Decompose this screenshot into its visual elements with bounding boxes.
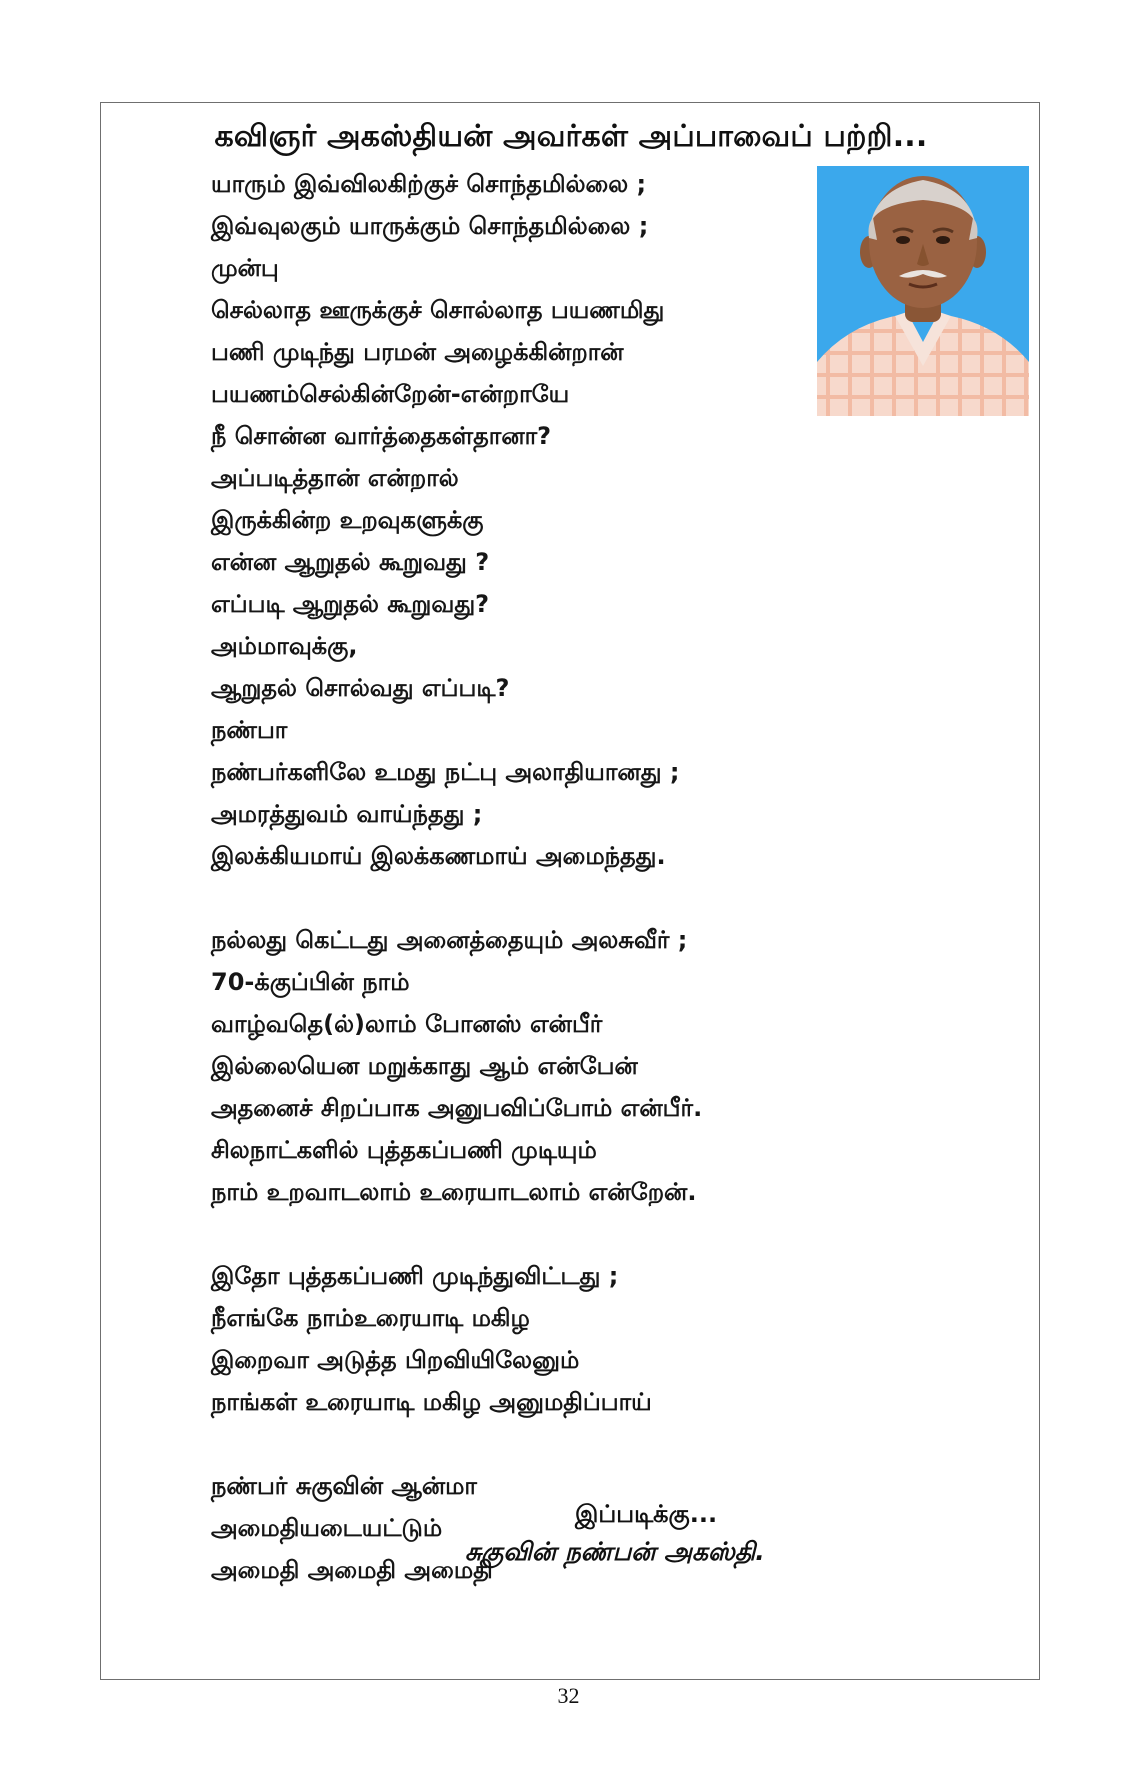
poem-line: வாழ்வதெ(ல்)லாம் போனஸ் என்பீர் (211, 1010, 603, 1038)
page-number: 32 (557, 1683, 580, 1708)
poem-line: அப்படித்தான் என்றால் (211, 464, 459, 492)
signoff-line-1: இப்படிக்கு... (575, 1500, 718, 1528)
stanza-gap (211, 1213, 1031, 1255)
poem-line: இதோ புத்தகப்பணி முடிந்துவிட்டது ; (211, 1262, 619, 1290)
poem-line: 70-க்குப்பின் நாம் (211, 968, 410, 996)
poem-line: எப்படி ஆறுதல் கூறுவது? (211, 590, 490, 618)
page-title: கவிஞர் அகஸ்தியன் அவர்கள் அப்பாவைப் பற்றி... (214, 119, 928, 154)
poem-line: அமைதி அமைதி அமைதி (211, 1556, 493, 1584)
poem-line: இருக்கின்ற உறவுகளுக்கு (211, 506, 484, 534)
poem-line: பணி முடிந்து பரமன் அழைக்கின்றான் (211, 338, 624, 366)
poem-line: அதனைச் சிறப்பாக அனுபவிப்போம் என்பீர். (211, 1094, 703, 1122)
poem-line: சிலநாட்களில் புத்தகப்பணி முடியும் (211, 1136, 597, 1164)
poem-line: யாரும் இவ்விலகிற்குச் சொந்தமில்லை ; (211, 170, 647, 198)
poem-line: நண்பர் சுகுவின் ஆன்மா (211, 1472, 477, 1500)
poem (211, 163, 1031, 1591)
poem-line: அமரத்துவம் வாய்ந்தது ; (211, 800, 483, 828)
poem-line: நீஎங்கே நாம்உரையாடி மகிழ (211, 1304, 530, 1332)
stanza-gap (211, 877, 1031, 919)
poem-line: இறைவா அடுத்த பிறவியிலேனும் (211, 1346, 580, 1374)
signoff-line-2: சுகுவின் நண்பன் அகஸ்தி. (465, 1537, 765, 1566)
page-frame (100, 102, 1040, 1680)
poem-line: முன்பு (211, 254, 279, 282)
poem-line: நாம் உறவாடலாம் உரையாடலாம் என்றேன். (211, 1178, 697, 1206)
stanza-1 (211, 163, 1031, 877)
stanza-3 (211, 1255, 1031, 1423)
poem-line: செல்லாத ஊருக்குச் சொல்லாத பயணமிது (211, 296, 665, 324)
poem-line: நண்பர்களிலே உமது நட்பு அலாதியானது ; (211, 758, 680, 786)
poem-line: அம்மாவுக்கு, (211, 632, 358, 660)
poem-line: நண்பா (211, 716, 288, 744)
poem-line: பயணம்செல்கின்றேன்-என்றாயே (211, 380, 570, 408)
poem-line: இல்லையென மறுக்காது ஆம் என்பேன் (211, 1052, 638, 1080)
poem-line: இவ்வுலகும் யாருக்கும் சொந்தமில்லை ; (211, 212, 649, 240)
stanza-gap (211, 1423, 1031, 1465)
poem-line: என்ன ஆறுதல் கூறுவது ? (211, 548, 490, 576)
poem-line: இலக்கியமாய் இலக்கணமாய் அமைந்தது. (211, 842, 666, 870)
poem-line: நாங்கள் உரையாடி மகிழ அனுமதிப்பாய் (211, 1388, 652, 1416)
poem-line: ஆறுதல் சொல்வது எப்படி? (211, 674, 510, 702)
stanza-2 (211, 919, 1031, 1213)
poem-line: நல்லது கெட்டது அனைத்தையும் அலசுவீர் ; (211, 926, 688, 954)
poem-line: நீ சொன்ன வார்த்தைகள்தானா? (211, 422, 552, 450)
poem-line: அமைதியடையட்டும் (211, 1514, 443, 1542)
